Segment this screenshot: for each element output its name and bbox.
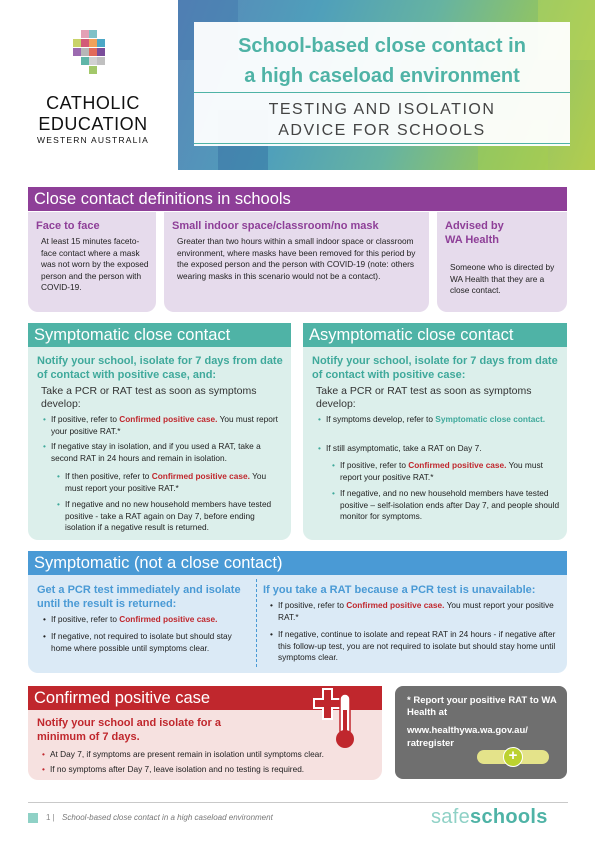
footer-divider [28, 802, 568, 803]
logo-tile [81, 57, 89, 65]
definition-title-line2: WA Health [445, 234, 499, 246]
logo-tile [97, 57, 105, 65]
pcr-heading: Get a PCR test immediately and isolate until the result is returned: [37, 584, 241, 610]
thermometer-icon [313, 688, 359, 750]
bullet-item: • If then positive, refer to Confirmed positive case. You must report your positive RAT.* [65, 471, 285, 494]
subtitle-line1: TESTING AND ISOLATION [268, 101, 496, 118]
page-title [194, 31, 570, 91]
bullet-item: • If still asymptomatic, take a RAT on Day 7. [326, 443, 558, 455]
symptomatic-nc-heading: Symptomatic (not a close contact) [28, 551, 567, 575]
bullet-item: • If no symptoms after Day 7, leave isolation and no testing is required. [50, 764, 375, 776]
definition-text: Someone who is directed by WA Health that they are a close contact. [450, 262, 555, 295]
bullet-item: • If negative, and no new household members have tested positive – self-isolation ends after Day 7, and people should monitor for symptoms. [340, 488, 560, 523]
column-divider [256, 579, 257, 667]
definition-title [445, 219, 504, 247]
bullet-item: • If negative, continue to isolate and repeat RAT in 24 hours - if negative after this follow-up test, you are not required to isolate but should stay home until symptoms clear. [278, 629, 558, 664]
symptomatic-nc-panel [28, 575, 567, 673]
bullet-item: • If negative stay in isolation, and if you used a RAT, take a second RAT in 24 hours and remain in isolation. [51, 441, 283, 464]
bullet-item: • If positive, refer to Confirmed positive case. You must report your positive RAT.* [278, 600, 558, 623]
bullet-item: • If negative, not required to isolate but should stay home where possible until symptoms clear. [51, 631, 251, 654]
definition-wa-health [437, 212, 567, 312]
bullet-item: • If positive, refer to Confirmed positive case. You must report your positive RAT.* [51, 414, 283, 437]
logo-tile [89, 57, 97, 65]
logo-line2: EDUCATION [38, 114, 148, 134]
asymptomatic-cc-panel [303, 347, 567, 540]
footer-square-icon [28, 813, 38, 823]
logo-tile [73, 48, 81, 56]
logo-tile [89, 30, 97, 38]
title-line2: a high caseload environment [244, 65, 520, 87]
definition-title: Small indoor space/classroom/no mask [172, 220, 379, 232]
asymptomatic-cc-heading: Asymptomatic close contact [303, 323, 567, 347]
logo [0, 0, 178, 170]
symptomatic-cc-heading: Symptomatic close contact [28, 323, 291, 347]
take-test-text: Take a PCR or RAT test as soon as symptoms develop: [41, 385, 257, 410]
logo-line3: WESTERN AUSTRALIA [36, 135, 150, 145]
header-divider [194, 92, 570, 93]
report-text: * Report your positive RAT to WA Health at [407, 695, 557, 718]
notify-text: Notify your school, isolate for 7 days from date of contact with positive case, and: [37, 355, 283, 381]
symptomatic-cc-panel [28, 347, 291, 540]
definition-face-to-face [28, 212, 156, 312]
logo-tile [81, 39, 89, 47]
title-line1: School-based close contact in [238, 35, 526, 57]
logo-line1: CATHOLIC [46, 93, 140, 113]
notify-text: Notify your school and isolate for a minimum of 7 days. [37, 717, 221, 743]
bullet-item: • If positive, refer to Confirmed positive case. [51, 614, 251, 626]
report-link[interactable]: www.healthywa.wa.gov.au/ ratregister [407, 725, 528, 749]
logo-mosaic-icon [73, 30, 113, 74]
take-test-text: Take a PCR or RAT test as soon as symptoms develop: [316, 385, 532, 410]
logo-tile [73, 39, 81, 47]
page-subtitle [194, 99, 570, 141]
subtitle-line2: ADVICE FOR SCHOOLS [278, 122, 486, 139]
report-card [395, 686, 567, 779]
logo-tile [97, 39, 105, 47]
logo-wordmark [18, 93, 168, 135]
logo-tile [89, 39, 97, 47]
definition-text: Greater than two hours within a small indoor space or classroom environment, where masks have been removed for this period by the exposed person and the person with COVID-19 (note: others wearing masks in this scenario would not be a contact). [177, 236, 416, 281]
logo-tile [97, 48, 105, 56]
definition-title: Face to face [36, 220, 100, 232]
footer-page-number: 1 | [46, 813, 55, 822]
rat-heading: If you take a RAT because a PCR test is unavailable: [263, 584, 536, 596]
bullet-item: • At Day 7, if symptoms are present remain in isolation until symptoms clear. [50, 749, 375, 761]
confirmed-heading: Confirmed positive case [28, 686, 382, 710]
bullet-item: • If negative and no new household members have tested positive - take a RAT again on Day 7, before ending isolation if a negative result is returned. [65, 499, 285, 534]
footer-doc-title: School-based close contact in a high caseload environment [62, 813, 273, 822]
logo-tile [89, 48, 97, 56]
logo-tile [81, 30, 89, 38]
plus-icon: + [503, 747, 523, 767]
definition-title-line1: Advised by [445, 220, 504, 232]
bullet-item: • If positive, refer to Confirmed positive case. You must report your positive RAT.* [340, 460, 560, 483]
safeschools-logo: safeschools [431, 806, 548, 828]
logo-tile [81, 48, 89, 56]
bullet-item: • If symptoms develop, refer to Symptomatic close contact. [326, 414, 558, 426]
header-divider-bottom [194, 143, 570, 144]
definition-small-indoor [164, 212, 429, 312]
notify-text: Notify your school, isolate for 7 days from date of contact with positive case: [312, 355, 558, 381]
definition-text: At least 15 minutes faceto-face contact where a mask was not worn by the exposed person and the person with COVID-19. [41, 236, 149, 292]
logo-tile [89, 66, 97, 74]
definitions-heading: Close contact definitions in schools [28, 187, 567, 211]
